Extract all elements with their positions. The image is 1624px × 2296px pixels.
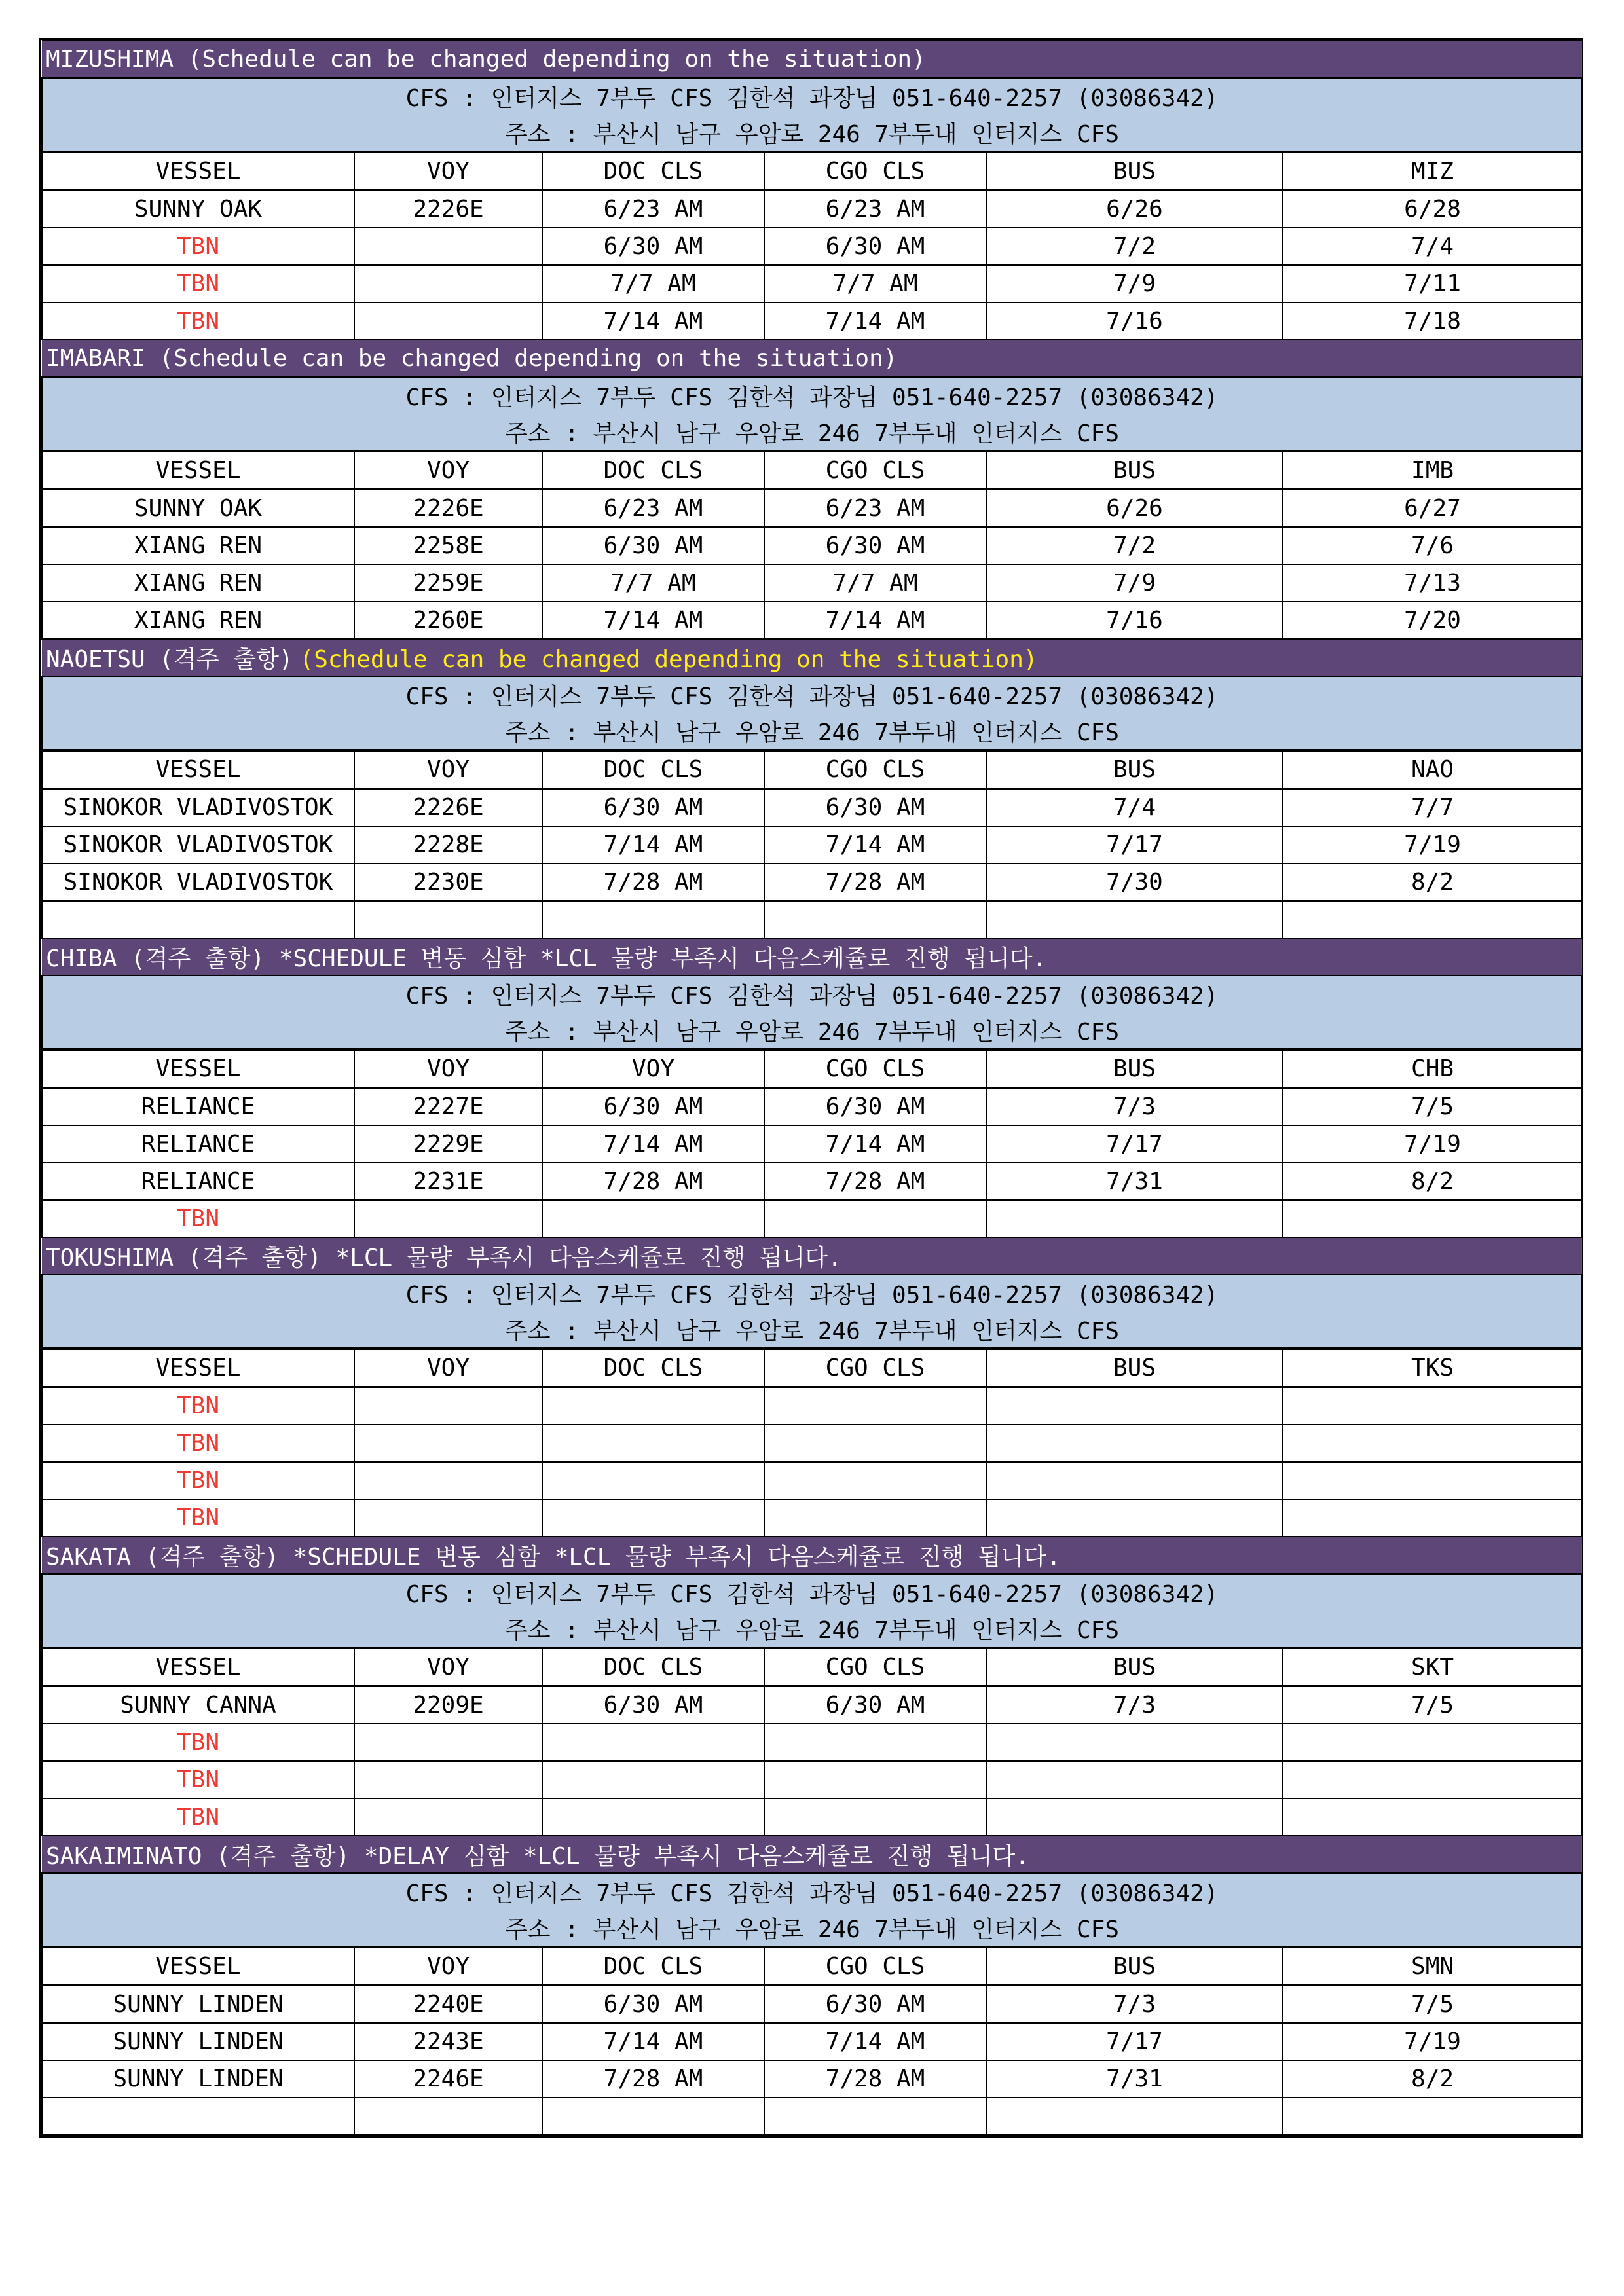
cfs-address: 주소 : 부산시 남구 우암로 246 7부두내 인터지스 CFS — [42, 713, 1582, 750]
cfs-info-row — [42, 975, 1582, 1012]
vessel-cell: TBN — [42, 1798, 354, 1836]
column-header-doc-cls: DOC CLS — [542, 451, 764, 490]
column-header-row — [42, 1947, 1582, 1986]
section-title — [42, 41, 1582, 78]
port-cell: 7/6 — [1283, 527, 1582, 564]
cgo-cls-cell: 7/28 AM — [764, 1163, 986, 1200]
bus-cell — [986, 901, 1283, 938]
section-title-text: SAKAIMINATO (격주 출항) *DELAY 심함 *LCL 물량 부족시 다음스케쥴로 진행 됩니다. — [46, 1843, 1029, 1870]
port-cell — [1283, 1724, 1582, 1761]
column-header-vessel: VESSEL — [42, 1049, 354, 1088]
cgo-cls-cell: 6/30 AM — [764, 789, 986, 827]
column-header-voy: VOY — [354, 152, 542, 191]
cfs-info-row — [42, 1275, 1582, 1311]
voy-cell: 2209E — [354, 1686, 542, 1724]
table-row — [42, 1387, 1582, 1425]
column-header-doc-cls: DOC CLS — [542, 152, 764, 191]
address-row — [42, 1012, 1582, 1049]
voy-cell: 2246E — [354, 2060, 542, 2098]
column-header-cgo-cls: CGO CLS — [764, 1049, 986, 1088]
column-header-cgo-cls: CGO CLS — [764, 1947, 986, 1986]
voy-cell — [354, 1200, 542, 1237]
cgo-cls-cell: 7/14 AM — [764, 2023, 986, 2060]
cfs-info: CFS : 인터지스 7부두 CFS 김한석 과장님 051-640-2257 (03086342) — [42, 1574, 1582, 1611]
section-title-text: NAOETSU (격주 출항) — [46, 646, 293, 673]
column-header-row — [42, 451, 1582, 490]
cgo-cls-cell: 6/23 AM — [764, 191, 986, 228]
vessel-cell: XIANG REN — [42, 602, 354, 639]
port-cell: 7/18 — [1283, 302, 1582, 340]
bus-cell — [986, 2098, 1283, 2135]
section-title-row — [42, 41, 1582, 78]
vessel-cell: TBN — [42, 228, 354, 265]
vessel-cell: RELIANCE — [42, 1163, 354, 1200]
voy-cell: 2240E — [354, 1986, 542, 2024]
bus-cell: 7/31 — [986, 2060, 1283, 2098]
table-row — [42, 527, 1582, 564]
doc-cls-cell — [542, 1499, 764, 1537]
vessel-cell: XIANG REN — [42, 564, 354, 602]
section-title-row — [42, 1836, 1582, 1873]
vessel-cell: TBN — [42, 1425, 354, 1462]
column-header-row — [42, 750, 1582, 789]
voy-cell — [354, 1724, 542, 1761]
section-title-row — [42, 1237, 1582, 1275]
doc-cls-cell — [542, 1200, 764, 1237]
bus-cell: 7/16 — [986, 302, 1283, 340]
column-header-doc-cls: VOY — [542, 1049, 764, 1088]
bus-cell — [986, 1387, 1283, 1425]
table-row — [42, 228, 1582, 265]
doc-cls-cell: 6/30 AM — [542, 228, 764, 265]
table-row — [42, 1761, 1582, 1798]
doc-cls-cell: 7/14 AM — [542, 2023, 764, 2060]
address-row — [42, 115, 1582, 152]
voy-cell — [354, 228, 542, 265]
port-cell: 7/5 — [1283, 1088, 1582, 1126]
doc-cls-cell — [542, 2098, 764, 2135]
cfs-info: CFS : 인터지스 7부두 CFS 김한석 과장님 051-640-2257 (03086342) — [42, 676, 1582, 713]
port-cell — [1283, 1761, 1582, 1798]
vessel-cell: SINOKOR VLADIVOSTOK — [42, 826, 354, 864]
port-cell: 8/2 — [1283, 2060, 1582, 2098]
bus-cell — [986, 1798, 1283, 1836]
doc-cls-cell — [542, 1798, 764, 1836]
vessel-cell: SUNNY CANNA — [42, 1686, 354, 1724]
doc-cls-cell — [542, 1724, 764, 1761]
voy-cell — [354, 1798, 542, 1836]
table-row — [42, 1798, 1582, 1836]
doc-cls-cell: 6/30 AM — [542, 1986, 764, 2024]
cgo-cls-cell: 7/7 AM — [764, 265, 986, 302]
bus-cell: 7/3 — [986, 1088, 1283, 1126]
vessel-cell: TBN — [42, 1761, 354, 1798]
voy-cell: 2227E — [354, 1088, 542, 1126]
doc-cls-cell: 7/14 AM — [542, 1125, 764, 1163]
port-cell — [1283, 1462, 1582, 1499]
cgo-cls-cell: 7/7 AM — [764, 564, 986, 602]
port-cell: 7/7 — [1283, 789, 1582, 827]
voy-cell: 2259E — [354, 564, 542, 602]
section-title — [42, 938, 1582, 975]
section-title-text: CHIBA (격주 출항) *SCHEDULE 변동 심함 *LCL 물량 부족시 다음스케쥴로 진행 됩니다. — [46, 945, 1047, 972]
doc-cls-cell: 7/14 AM — [542, 302, 764, 340]
section-title — [42, 1237, 1582, 1275]
doc-cls-cell — [542, 1425, 764, 1462]
vessel-cell: TBN — [42, 265, 354, 302]
cgo-cls-cell — [764, 1387, 986, 1425]
table-row — [42, 1125, 1582, 1163]
section-title-text: IMABARI (Schedule can be changed depending on the situation) — [46, 345, 898, 372]
vessel-cell: SUNNY LINDEN — [42, 2023, 354, 2060]
cgo-cls-cell: 6/30 AM — [764, 1986, 986, 2024]
table-row — [42, 302, 1582, 340]
port-cell — [1283, 901, 1582, 938]
table-row — [42, 864, 1582, 901]
bus-cell: 7/4 — [986, 789, 1283, 827]
bus-cell — [986, 1462, 1283, 1499]
column-header-cgo-cls: CGO CLS — [764, 1349, 986, 1387]
section-title-text: SAKATA (격주 출항) *SCHEDULE 변동 심함 *LCL 물량 부족시 다음스케쥴로 진행 됩니다. — [46, 1544, 1061, 1571]
table-row — [42, 265, 1582, 302]
column-header-voy: VOY — [354, 1349, 542, 1387]
section-title-row — [42, 1537, 1582, 1574]
bus-cell: 6/26 — [986, 490, 1283, 528]
cgo-cls-cell — [764, 1798, 986, 1836]
bus-cell — [986, 1724, 1283, 1761]
cfs-info: CFS : 인터지스 7부두 CFS 김한석 과장님 051-640-2257 (03086342) — [42, 1873, 1582, 1910]
vessel-cell: RELIANCE — [42, 1125, 354, 1163]
voy-cell: 2226E — [354, 191, 542, 228]
table-row — [42, 1686, 1582, 1724]
table-row — [42, 564, 1582, 602]
cgo-cls-cell — [764, 1425, 986, 1462]
cfs-address: 주소 : 부산시 남구 우암로 246 7부두내 인터지스 CFS — [42, 1910, 1582, 1947]
table-row — [42, 1499, 1582, 1537]
address-row — [42, 1910, 1582, 1947]
bus-cell — [986, 1761, 1283, 1798]
cgo-cls-cell: 6/30 AM — [764, 1088, 986, 1126]
vessel-cell: TBN — [42, 1462, 354, 1499]
cfs-info: CFS : 인터지스 7부두 CFS 김한석 과장님 051-640-2257 (03086342) — [42, 377, 1582, 414]
cfs-info: CFS : 인터지스 7부두 CFS 김한석 과장님 051-640-2257 (03086342) — [42, 1275, 1582, 1311]
table-row — [42, 901, 1582, 938]
column-header-port: CHB — [1283, 1049, 1582, 1088]
cfs-info-row — [42, 676, 1582, 713]
voy-cell: 2228E — [354, 826, 542, 864]
bus-cell: 7/31 — [986, 1163, 1283, 1200]
cfs-info-row — [42, 1873, 1582, 1910]
bus-cell: 7/3 — [986, 1686, 1283, 1724]
table-row — [42, 1425, 1582, 1462]
column-header-row — [42, 1648, 1582, 1686]
cgo-cls-cell: 6/23 AM — [764, 490, 986, 528]
vessel-cell: SUNNY OAK — [42, 490, 354, 528]
schedule-table — [41, 40, 1583, 2136]
port-cell: 7/19 — [1283, 826, 1582, 864]
address-row — [42, 1611, 1582, 1648]
bus-cell: 7/17 — [986, 1125, 1283, 1163]
address-row — [42, 713, 1582, 750]
column-header-bus: BUS — [986, 152, 1283, 191]
column-header-vessel: VESSEL — [42, 1947, 354, 1986]
table-row — [42, 2060, 1582, 2098]
cfs-info: CFS : 인터지스 7부두 CFS 김한석 과장님 051-640-2257 (03086342) — [42, 975, 1582, 1012]
voy-cell: 2230E — [354, 864, 542, 901]
voy-cell — [354, 1425, 542, 1462]
port-cell: 7/5 — [1283, 1986, 1582, 2024]
doc-cls-cell: 7/28 AM — [542, 1163, 764, 1200]
doc-cls-cell: 6/30 AM — [542, 527, 764, 564]
voy-cell — [354, 1499, 542, 1537]
bus-cell: 7/9 — [986, 564, 1283, 602]
port-cell — [1283, 1387, 1582, 1425]
cgo-cls-cell — [764, 2098, 986, 2135]
column-header-voy: VOY — [354, 750, 542, 789]
cfs-address: 주소 : 부산시 남구 우암로 246 7부두내 인터지스 CFS — [42, 1611, 1582, 1648]
column-header-port: SKT — [1283, 1648, 1582, 1686]
bus-cell: 7/2 — [986, 527, 1283, 564]
section-title-text: TOKUSHIMA (격주 출항) *LCL 물량 부족시 다음스케쥴로 진행 됩니다. — [46, 1245, 842, 1271]
cgo-cls-cell: 7/14 AM — [764, 602, 986, 639]
column-header-port: NAO — [1283, 750, 1582, 789]
column-header-doc-cls: DOC CLS — [542, 1648, 764, 1686]
doc-cls-cell: 7/14 AM — [542, 602, 764, 639]
table-row — [42, 1088, 1582, 1126]
column-header-bus: BUS — [986, 1049, 1283, 1088]
column-header-port: TKS — [1283, 1349, 1582, 1387]
doc-cls-cell — [542, 901, 764, 938]
column-header-vessel: VESSEL — [42, 750, 354, 789]
column-header-bus: BUS — [986, 1947, 1283, 1986]
table-row — [42, 1462, 1582, 1499]
port-cell: 8/2 — [1283, 1163, 1582, 1200]
voy-cell: 2229E — [354, 1125, 542, 1163]
column-header-port: IMB — [1283, 451, 1582, 490]
column-header-cgo-cls: CGO CLS — [764, 152, 986, 191]
doc-cls-cell: 6/30 AM — [542, 789, 764, 827]
doc-cls-cell: 7/14 AM — [542, 826, 764, 864]
port-cell: 8/2 — [1283, 864, 1582, 901]
bus-cell: 6/26 — [986, 191, 1283, 228]
bus-cell — [986, 1200, 1283, 1237]
bus-cell: 7/30 — [986, 864, 1283, 901]
schedule-sheet — [39, 38, 1583, 2138]
cgo-cls-cell: 7/28 AM — [764, 2060, 986, 2098]
section-title-row — [42, 340, 1582, 377]
section-title — [42, 639, 1582, 676]
doc-cls-cell: 7/28 AM — [542, 2060, 764, 2098]
port-cell: 7/19 — [1283, 2023, 1582, 2060]
column-header-row — [42, 1049, 1582, 1088]
cfs-info: CFS : 인터지스 7부두 CFS 김한석 과장님 051-640-2257 (03086342) — [42, 78, 1582, 115]
doc-cls-cell: 6/23 AM — [542, 490, 764, 528]
section-title-text: MIZUSHIMA (Schedule can be changed depending on the situation) — [46, 46, 926, 73]
column-header-cgo-cls: CGO CLS — [764, 1648, 986, 1686]
cfs-address: 주소 : 부산시 남구 우암로 246 7부두내 인터지스 CFS — [42, 1311, 1582, 1349]
vessel-cell: SUNNY LINDEN — [42, 1986, 354, 2024]
column-header-voy: VOY — [354, 1049, 542, 1088]
port-cell: 7/11 — [1283, 265, 1582, 302]
cgo-cls-cell: 6/30 AM — [764, 527, 986, 564]
port-cell: 7/20 — [1283, 602, 1582, 639]
vessel-cell: XIANG REN — [42, 527, 354, 564]
cgo-cls-cell: 6/30 AM — [764, 228, 986, 265]
table-row — [42, 191, 1582, 228]
table-row — [42, 2098, 1582, 2135]
bus-cell — [986, 1425, 1283, 1462]
section-title — [42, 1537, 1582, 1574]
port-cell — [1283, 1200, 1582, 1237]
bus-cell: 7/9 — [986, 265, 1283, 302]
vessel-cell — [42, 2098, 354, 2135]
column-header-bus: BUS — [986, 1349, 1283, 1387]
cgo-cls-cell: 7/28 AM — [764, 864, 986, 901]
vessel-cell — [42, 901, 354, 938]
address-row — [42, 414, 1582, 451]
vessel-cell: RELIANCE — [42, 1088, 354, 1126]
vessel-cell: TBN — [42, 1499, 354, 1537]
doc-cls-cell: 6/23 AM — [542, 191, 764, 228]
table-row — [42, 602, 1582, 639]
doc-cls-cell — [542, 1761, 764, 1798]
cgo-cls-cell — [764, 901, 986, 938]
cgo-cls-cell — [764, 1761, 986, 1798]
vessel-cell: SINOKOR VLADIVOSTOK — [42, 789, 354, 827]
column-header-voy: VOY — [354, 1648, 542, 1686]
voy-cell — [354, 1462, 542, 1499]
cgo-cls-cell: 7/14 AM — [764, 1125, 986, 1163]
vessel-cell: TBN — [42, 1387, 354, 1425]
table-row — [42, 1986, 1582, 2024]
column-header-vessel: VESSEL — [42, 1349, 354, 1387]
voy-cell: 2258E — [354, 527, 542, 564]
column-header-bus: BUS — [986, 1648, 1283, 1686]
port-cell — [1283, 2098, 1582, 2135]
doc-cls-cell: 7/28 AM — [542, 864, 764, 901]
bus-cell: 7/16 — [986, 602, 1283, 639]
doc-cls-cell: 6/30 AM — [542, 1088, 764, 1126]
cgo-cls-cell — [764, 1462, 986, 1499]
bus-cell: 7/2 — [986, 228, 1283, 265]
vessel-cell: SUNNY OAK — [42, 191, 354, 228]
vessel-cell: SINOKOR VLADIVOSTOK — [42, 864, 354, 901]
doc-cls-cell: 7/7 AM — [542, 265, 764, 302]
doc-cls-cell — [542, 1462, 764, 1499]
port-cell — [1283, 1425, 1582, 1462]
doc-cls-cell — [542, 1387, 764, 1425]
voy-cell — [354, 901, 542, 938]
table-row — [42, 1724, 1582, 1761]
port-cell — [1283, 1499, 1582, 1537]
column-header-bus: BUS — [986, 451, 1283, 490]
vessel-cell: TBN — [42, 1200, 354, 1237]
voy-cell — [354, 1761, 542, 1798]
voy-cell: 2226E — [354, 490, 542, 528]
bus-cell: 7/17 — [986, 2023, 1283, 2060]
column-header-cgo-cls: CGO CLS — [764, 451, 986, 490]
table-row — [42, 490, 1582, 528]
table-row — [42, 1163, 1582, 1200]
table-row — [42, 1200, 1582, 1237]
port-cell: 6/28 — [1283, 191, 1582, 228]
doc-cls-cell: 6/30 AM — [542, 1686, 764, 1724]
cfs-address: 주소 : 부산시 남구 우암로 246 7부두내 인터지스 CFS — [42, 414, 1582, 451]
bus-cell: 7/17 — [986, 826, 1283, 864]
column-header-bus: BUS — [986, 750, 1283, 789]
voy-cell: 2243E — [354, 2023, 542, 2060]
section-title — [42, 340, 1582, 377]
section-title — [42, 1836, 1582, 1873]
vessel-cell: TBN — [42, 302, 354, 340]
vessel-cell: SUNNY LINDEN — [42, 2060, 354, 2098]
port-cell — [1283, 1798, 1582, 1836]
port-cell: 6/27 — [1283, 490, 1582, 528]
cfs-info-row — [42, 377, 1582, 414]
table-row — [42, 789, 1582, 827]
cfs-info-row — [42, 1574, 1582, 1611]
cgo-cls-cell — [764, 1724, 986, 1761]
cfs-info-row — [42, 78, 1582, 115]
vessel-cell: TBN — [42, 1724, 354, 1761]
cfs-address: 주소 : 부산시 남구 우암로 246 7부두내 인터지스 CFS — [42, 115, 1582, 152]
section-title-row — [42, 639, 1582, 676]
column-header-voy: VOY — [354, 451, 542, 490]
port-cell: 7/5 — [1283, 1686, 1582, 1724]
table-row — [42, 2023, 1582, 2060]
column-header-doc-cls: DOC CLS — [542, 750, 764, 789]
cgo-cls-cell: 7/14 AM — [764, 302, 986, 340]
cgo-cls-cell: 7/14 AM — [764, 826, 986, 864]
port-cell: 7/13 — [1283, 564, 1582, 602]
port-cell: 7/4 — [1283, 228, 1582, 265]
column-header-doc-cls: DOC CLS — [542, 1947, 764, 1986]
section-title-row — [42, 938, 1582, 975]
voy-cell: 2226E — [354, 789, 542, 827]
cgo-cls-cell — [764, 1200, 986, 1237]
column-header-cgo-cls: CGO CLS — [764, 750, 986, 789]
cgo-cls-cell: 6/30 AM — [764, 1686, 986, 1724]
column-header-doc-cls: DOC CLS — [542, 1349, 764, 1387]
column-header-vessel: VESSEL — [42, 451, 354, 490]
voy-cell — [354, 302, 542, 340]
voy-cell — [354, 1387, 542, 1425]
column-header-port: MIZ — [1283, 152, 1582, 191]
voy-cell: 2231E — [354, 1163, 542, 1200]
section-title-highlight: (Schedule can be changed depending on the situation) — [299, 646, 1038, 673]
port-cell: 7/19 — [1283, 1125, 1582, 1163]
bus-cell: 7/3 — [986, 1986, 1283, 2024]
address-row — [42, 1311, 1582, 1349]
column-header-vessel: VESSEL — [42, 1648, 354, 1686]
voy-cell — [354, 2098, 542, 2135]
column-header-vessel: VESSEL — [42, 152, 354, 191]
voy-cell: 2260E — [354, 602, 542, 639]
cgo-cls-cell — [764, 1499, 986, 1537]
table-row — [42, 826, 1582, 864]
doc-cls-cell: 7/7 AM — [542, 564, 764, 602]
column-header-row — [42, 152, 1582, 191]
schedule-body — [42, 41, 1582, 2135]
voy-cell — [354, 265, 542, 302]
column-header-row — [42, 1349, 1582, 1387]
column-header-voy: VOY — [354, 1947, 542, 1986]
bus-cell — [986, 1499, 1283, 1537]
cfs-address: 주소 : 부산시 남구 우암로 246 7부두내 인터지스 CFS — [42, 1012, 1582, 1049]
column-header-port: SMN — [1283, 1947, 1582, 1986]
